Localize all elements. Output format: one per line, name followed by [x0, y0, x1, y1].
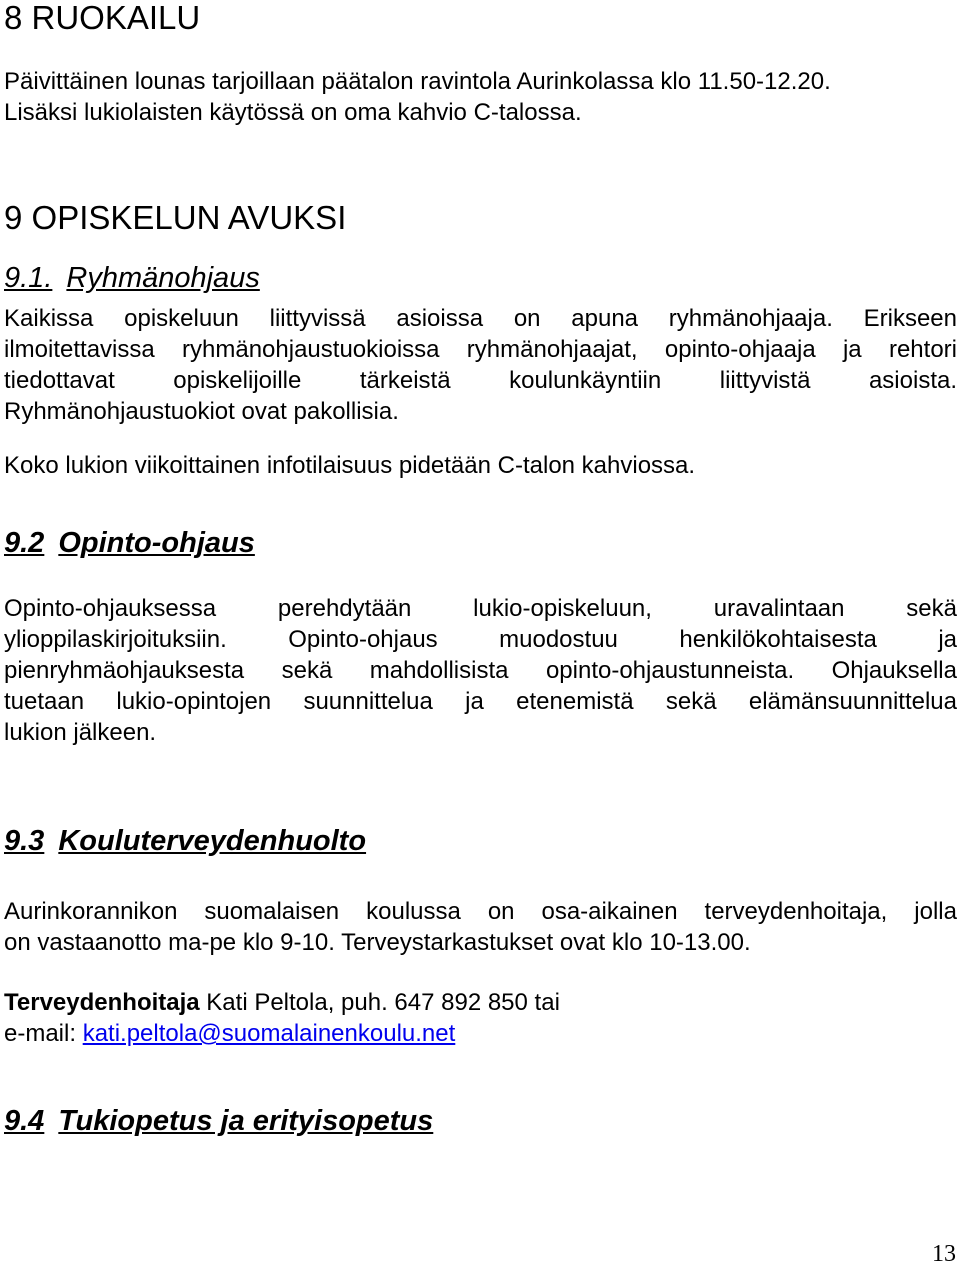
section-9-4-heading	[4, 1105, 433, 1137]
page-number: 13	[932, 1241, 956, 1267]
section-9-3-title: Kouluterveydenhuolto	[58, 825, 367, 857]
section-9-3-line-2: on vastaanotto ma-pe klo 9-10. Terveystarkastukset ovat klo 10-13.00.	[4, 929, 751, 956]
section-9-1-line-2: ilmoitettavissa ryhmänohjaustuokioissa ryhmänohjaajat, opinto-ohjaaja ja rehtori	[4, 336, 957, 363]
email-line	[4, 1018, 455, 1049]
section-9-3-number: 9.3	[4, 825, 45, 857]
section-8-line-2: Lisäksi lukiolaisten käytössä on oma kahvio C-talossa.	[4, 99, 582, 126]
contact-label: Terveydenhoitaja	[4, 989, 200, 1016]
section-9-3-heading	[4, 825, 366, 857]
section-9-2-number: 9.2	[4, 527, 45, 559]
section-9-2-heading	[4, 527, 255, 559]
section-9-1-info: Koko lukion viikoittainen infotilaisuus pidetään C-talon kahviossa.	[4, 452, 696, 479]
contact-text: Kati Peltola, puh. 647 892 850 tai	[199, 989, 560, 1016]
section-9-2-title: Opinto-ohjaus	[58, 527, 255, 559]
section-9-4-title: Tukiopetus ja erityisopetus	[58, 1105, 434, 1137]
section-9-3-line-1: Aurinkorannikon suomalaisen koulussa on osa-aikainen terveydenhoitaja, jolla	[4, 898, 957, 925]
section-8-line-1: Päivittäinen lounas tarjoillaan päätalon ravintola Aurinkolassa klo 11.50-12.20.	[4, 68, 831, 95]
section-9-2-line-1: Opinto-ohjauksessa perehdytään lukio-opiskeluun, uravalintaan sekä	[4, 595, 957, 622]
section-9-title: 9 OPISKELUN AVUKSI	[4, 199, 347, 236]
section-9-4-number: 9.4	[4, 1105, 45, 1137]
section-9-2-line-4: tuetaan lukio-opintojen suunnittelua ja etenemistä sekä elämänsuunnittelua	[4, 688, 957, 715]
section-9-1-line-1: Kaikissa opiskeluun liittyvissä asioissa on apuna ryhmänohjaaja. Erikseen	[4, 305, 957, 332]
section-9-1-line-4: Ryhmänohjaustuokiot ovat pakollisia.	[4, 398, 399, 425]
contact-line	[4, 987, 560, 1018]
section-9-2-line-3: pienryhmäohjauksesta sekä mahdollisista opinto-ohjaustunneista. Ohjauksella	[4, 657, 957, 684]
section-9-1-title: Ryhmänohjaus	[66, 262, 260, 294]
email-link[interactable]: kati.peltola@suomalainenkoulu.net	[82, 1020, 456, 1047]
section-9-1-line-3: tiedottavat opiskelijoille tärkeistä koulunkäyntiin liittyvistä asioista.	[4, 367, 957, 394]
section-9-1-heading	[4, 262, 260, 294]
section-9-2-line-2: ylioppilaskirjoituksiin. Opinto-ohjaus muodostuu henkilökohtaisesta ja	[4, 626, 957, 653]
email-label: e-mail:	[4, 1020, 83, 1047]
section-9-2-line-5: lukion jälkeen.	[4, 719, 157, 746]
section-9-1-number: 9.1.	[4, 262, 53, 294]
section-8-title: 8 RUOKAILU	[4, 0, 201, 36]
